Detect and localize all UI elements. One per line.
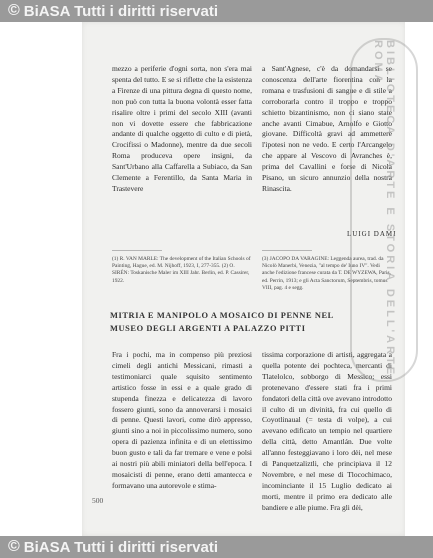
- watermark-bottom-text: BiASA Tutti i diritti riservati: [23, 538, 218, 556]
- library-stamp-text: BIBLIOTECA D'ARTE E STORIA DELL'ARTE ROMA: [372, 40, 396, 378]
- page-number: 500: [92, 496, 104, 505]
- copyright-icon: ©: [8, 538, 20, 555]
- text-column-left: [112, 64, 252, 195]
- article-title: MITRIA E MANIPOLO A MOSAICO DI PENNE NEL MUSEO DEGLI ARGENTI A PALAZZO PITTI: [110, 311, 334, 333]
- body-paragraph-left: mezzo a periferie d'ogni sorta, non s'era mai spenta del tutto. E se si riflette che la esistenza a Firenze di una pittura degna di questo nome, non può con tutta la buona volontà esser fatta risalire oltre i primi del secolo XIII (avanti non vi dovette essere che fabbricazione andante di qualche oggetto di culto e di pietà, Crocifissi o Madonne), mentre da due secoli Roma produceva opere insigni, da Sant'Urbano alla Caffarella a Subiaco, da San Clemente a Ferentillo, da Santa Maria in Trastevere: [112, 64, 252, 193]
- scanned-page: [82, 22, 405, 536]
- watermark-top-text: BiASA Tutti i diritti riservati: [23, 2, 218, 20]
- text-column-right: [262, 64, 392, 195]
- article-paragraph-left: Fra i pochi, ma in compenso più preziosi cimeli degli antichi Messicani, rimasti a testimoniarci quale squisito sentimento artistico fosse in essi e a quale grado di stupenda finezza e delicatezza di lavoro fossero giunti, sono da annoverarsi i mosaici di penne. Questi lavori, come dirò appresso, giunti sino a noi in piccolissimo numero, sono opera di pazienza infinita e di un elettissimo buon gusto e tali da far tremare e vene e polsi ai nostri più abili miniatori della bell'epoca. I mosaicisti di penne, erano detti amantecca e formavano una autorevole e stima-: [112, 350, 252, 490]
- article-paragraph-right: tissima corporazione di artisti, aggregata a quella potente dei pochteca, mercanti di Tlatelolco, sobborgo di Messico; essi protenevano d'essere stati fra i primi fondatori della città ove avevano introdotto il culto di un divinità, fra cui quello di Coyotlinaual (= testa di volpe), a cui avevano edificato un tempio nel quartiere della città, detto Amantlán. Due volte all'anno festeggiavano i loro dèi, nel mese di Panquetzaliztli, che principiava il 12 Novembre, e nel mese di Tlocochimaco, incominciante il 15 Luglio dedicato ai morti, mentre il primo era dedicato alle bandiere e alle piume. Fra gli dèi,: [262, 350, 392, 512]
- article-column-left: [112, 350, 252, 492]
- author-signature: LUIGI DAMI: [347, 230, 397, 238]
- copyright-icon: ©: [8, 2, 20, 19]
- footnote-left: (1) R. VAN MARLE: The development of the Italian Schools of Painting, Hague, ed. M. Nijhoff, 1923, I, 277-355. (2) O. SIRÉN: Toskanische Maler im XIII Jahr. Berlin, ed. P. Cassirer, 1922.: [112, 256, 251, 284]
- article-column-right: [262, 350, 392, 514]
- footnote-divider-right: [262, 250, 312, 251]
- watermark-top-banner: [0, 0, 433, 22]
- watermark-bottom-banner: [0, 536, 433, 558]
- footnote-divider-left: [112, 250, 162, 251]
- body-paragraph-right: a Sant'Agnese, c'è da domandarsi se conoscenza dell'arte fiorentina con la romana e trasfusioni di sangue e di stile a corroborarla contro il troppo e troppo schietto bizantinismo, non ci siano state anche avanti Cimabue, Arnolfo e Giotto giovane. Difficoltà gravi ad ammettere l'ipotesi non ne vedo. E certo l'Arcangelo che appare al Vescovo di Avranches è, prima del Cavallini e forse di Nicola Pisano, un sicuro annunzio della nostra Rinascita.: [262, 64, 392, 193]
- footnote-right: (3) JACOPO DA VARAGINE: Leggenda aurea, trad. da Nicolò Manerbi, Venezia, "al tempo de' Iuno IV". Vedi anche l'edizione francese curata da T. DE WYZEWA, Paris, ed. Perrin, 1913; e gli Acta Sanctorum, Septembris, tomus VIII, pag. 4 e segg.: [262, 256, 391, 291]
